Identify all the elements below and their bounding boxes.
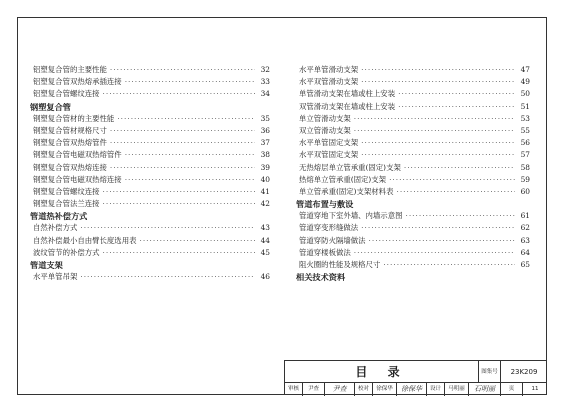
toc-entry[interactable] xyxy=(30,88,270,100)
toc-entry-title: 自然补偿方式 xyxy=(33,223,78,233)
toc-entry[interactable] xyxy=(296,149,530,161)
toc-leader-dots xyxy=(389,174,515,186)
toc-entry[interactable] xyxy=(30,235,270,247)
toc-leader-dots xyxy=(396,186,515,198)
toc-entry[interactable] xyxy=(296,162,530,174)
toc-entry-page: 40 xyxy=(260,174,270,184)
page-number: 11 xyxy=(531,386,539,392)
toc-entry-page: 43 xyxy=(260,223,270,233)
toc-leader-dots xyxy=(103,186,255,198)
toc-entry-page: 38 xyxy=(260,150,270,160)
toc-entry[interactable] xyxy=(296,210,530,222)
title-block xyxy=(284,360,547,395)
toc-entry[interactable] xyxy=(296,259,530,271)
toc-entry[interactable] xyxy=(30,162,270,174)
toc-leader-dots xyxy=(361,64,515,76)
toc-section-heading: 管道热补偿方式 xyxy=(30,211,88,222)
toc-entry-page: 50 xyxy=(520,89,530,99)
toc-entry-title: 水平单管滑动支架 xyxy=(299,65,359,74)
toc-leader-dots xyxy=(103,88,255,100)
toc-entry-page: 49 xyxy=(520,77,530,87)
toc-entry-page: 61 xyxy=(520,211,530,221)
toc-leader-dots xyxy=(103,198,255,210)
toc-entry-title: 钢塑复合管材的主要性能 xyxy=(33,113,115,123)
designer-signature: 石明丽 xyxy=(469,383,501,396)
toc-entry-title: 自然补偿最小自由臂长度选用表 xyxy=(33,235,137,245)
toc-entry-title: 双管滑动支架在墙或柱上安装 xyxy=(299,101,396,111)
toc-entry-title: 钢塑复合管电磁双热熔管件 xyxy=(33,150,122,160)
toc-leader-dots xyxy=(404,162,515,174)
atlas-number: 23K209 xyxy=(501,361,547,383)
toc-entry-title: 阻火圈的性能及规格尺寸 xyxy=(299,260,381,269)
toc-entry[interactable] xyxy=(30,64,270,76)
toc-entry-title: 水平双管滑动支架 xyxy=(299,77,359,87)
toc-entry-title: 管道穿防火隔墙做法 xyxy=(299,235,366,245)
toc-entry-title: 铝塑复合管螺纹连接 xyxy=(33,89,100,99)
toc-leader-dots xyxy=(361,76,515,88)
toc-section-heading: 管道布置与敷设 xyxy=(296,199,354,210)
toc-entry-page: 53 xyxy=(520,113,530,123)
toc-leader-dots xyxy=(110,162,255,174)
toc-entry-title: 铝塑复合管双热熔承插连接 xyxy=(33,77,122,87)
toc-leader-dots xyxy=(80,222,255,234)
toc-entry-title: 水平单管吊架 xyxy=(33,272,78,282)
design-label: 设计 xyxy=(427,383,445,396)
toc-entry-page: 64 xyxy=(520,247,530,257)
toc-entry-title: 管道穿楼板做法 xyxy=(299,247,351,257)
toc-entry[interactable] xyxy=(296,101,530,113)
toc-entry-title: 单立管滑动支架 xyxy=(299,113,351,123)
toc-entry[interactable] xyxy=(296,186,530,198)
atlas-number-label: 图集号 xyxy=(479,361,501,383)
toc-leader-dots xyxy=(125,174,255,186)
toc-entry[interactable] xyxy=(30,186,270,198)
toc-entry[interactable] xyxy=(30,271,270,283)
toc-section-heading: 钢塑复合管 xyxy=(30,101,71,112)
toc-entry-page: 44 xyxy=(260,235,270,245)
toc-entry-page: 34 xyxy=(260,89,270,99)
toc-entry[interactable] xyxy=(296,247,530,259)
toc-entry[interactable] xyxy=(296,125,530,137)
toc-leader-dots xyxy=(354,125,515,137)
toc-right-column xyxy=(296,64,530,283)
toc-leader-dots xyxy=(125,76,255,88)
toc-entry[interactable] xyxy=(296,113,530,125)
review-label: 审核 xyxy=(285,383,303,396)
toc-entry-title: 波纹管节的补偿方式 xyxy=(33,247,100,257)
toc-leader-dots xyxy=(110,125,255,137)
toc-entry-title: 单管滑动支架在墙或柱上安装 xyxy=(299,89,396,99)
toc-entry-title: 单立管承重(固定)支架材料表 xyxy=(299,186,394,196)
toc-entry-page: 62 xyxy=(520,223,530,233)
toc-entry-page: 57 xyxy=(520,150,530,160)
toc-entry-page: 55 xyxy=(520,125,530,135)
toc-entry-page: 58 xyxy=(520,162,530,172)
toc-entry[interactable] xyxy=(30,198,270,210)
toc-entry-page: 46 xyxy=(260,272,270,282)
toc-entry[interactable] xyxy=(30,174,270,186)
toc-entry[interactable] xyxy=(30,247,270,259)
toc-section-heading: 管道支架 xyxy=(30,260,63,270)
toc-entry-page: 33 xyxy=(260,77,270,87)
toc-entry-page: 35 xyxy=(260,113,270,123)
toc-leader-dots xyxy=(354,113,515,125)
toc-entry-page: 59 xyxy=(520,174,530,184)
toc-leader-dots xyxy=(80,271,255,283)
toc-entry[interactable] xyxy=(30,76,270,88)
toc-entry[interactable] xyxy=(296,64,530,76)
toc-entry-title: 钢塑复合管材规格尺寸 xyxy=(33,125,107,135)
toc-section-heading: 相关技术资料 xyxy=(296,272,346,283)
toc-entry-page: 36 xyxy=(260,125,270,135)
toc-entry-page: 45 xyxy=(260,247,270,257)
title-block-signature-row xyxy=(285,383,547,396)
toc-leader-dots xyxy=(369,235,515,247)
toc-entry-title: 钢塑复合管电磁双热熔连接 xyxy=(33,174,122,184)
page-label: 页 xyxy=(501,383,523,396)
title-block-title: 目 录 xyxy=(285,361,479,383)
toc-leader-dots xyxy=(103,247,255,259)
toc-entry-title: 水平单管固定支架 xyxy=(299,138,359,148)
toc-entry[interactable] xyxy=(296,222,530,234)
toc-entry-page: 65 xyxy=(520,260,530,269)
toc-entry[interactable] xyxy=(296,235,530,247)
toc-entry[interactable] xyxy=(30,149,270,161)
toc-entry-title: 管道穿地下室外墙、内墙示意图 xyxy=(299,211,403,221)
toc-entry-title: 钢塑复合管双热熔管件 xyxy=(33,138,107,148)
toc-entry[interactable] xyxy=(296,88,530,100)
toc-leader-dots xyxy=(139,235,255,247)
toc-left-column xyxy=(30,64,270,283)
toc-entry-title: 无热熔层单立管承重(固定)支架 xyxy=(299,162,401,172)
checker-signature: 徐保华 xyxy=(397,383,427,396)
designer-name: 马明丽 xyxy=(445,383,469,396)
toc-entry-page: 37 xyxy=(260,138,270,148)
toc-leader-dots xyxy=(361,149,515,161)
toc-entry-page: 51 xyxy=(520,101,530,111)
toc-leader-dots xyxy=(117,113,255,125)
toc-entry-title: 铝塑复合管的主要性能 xyxy=(33,65,107,74)
toc-leader-dots xyxy=(361,137,515,149)
toc-entry-title: 钢塑复合管螺纹连接 xyxy=(33,186,100,196)
toc-entry-page: 60 xyxy=(520,186,530,196)
toc-entry-title: 水平双管固定支架 xyxy=(299,150,359,160)
toc-entry[interactable] xyxy=(296,76,530,88)
toc-entry-title: 钢塑复合管法兰连接 xyxy=(33,199,100,209)
toc-entry-page: 32 xyxy=(260,65,270,74)
toc-entry[interactable] xyxy=(296,137,530,149)
toc-entry[interactable] xyxy=(30,222,270,234)
toc-entry[interactable] xyxy=(30,113,270,125)
reviewer-name: 尹查 xyxy=(303,383,325,396)
toc-leader-dots xyxy=(383,259,515,271)
toc-leader-dots xyxy=(361,222,515,234)
toc-entry[interactable] xyxy=(296,174,530,186)
reviewer-signature: 尹查 xyxy=(325,383,355,396)
toc-entry[interactable] xyxy=(30,125,270,137)
toc-leader-dots xyxy=(405,210,515,222)
toc-entry-page: 47 xyxy=(520,65,530,74)
checker-name: 徐保华 xyxy=(373,383,397,396)
toc-entry-page: 63 xyxy=(520,235,530,245)
check-label: 校对 xyxy=(355,383,373,396)
toc-entry-page: 39 xyxy=(260,162,270,172)
toc-entry-title: 管道穿变形缝做法 xyxy=(299,223,359,233)
toc-entry-title: 钢塑复合管双热熔连接 xyxy=(33,162,107,172)
toc-entry-page: 42 xyxy=(260,199,270,209)
toc-leader-dots xyxy=(398,88,515,100)
toc-leader-dots xyxy=(398,101,515,113)
toc-entry-page: 56 xyxy=(520,138,530,148)
toc-leader-dots xyxy=(125,149,255,161)
toc-entry-title: 热熔单立管承重(固定)支架 xyxy=(299,174,387,184)
toc-entry[interactable] xyxy=(30,137,270,149)
toc-leader-dots xyxy=(110,137,255,149)
toc-leader-dots xyxy=(110,64,255,76)
toc-entry-title: 双立管滑动支架 xyxy=(299,125,351,135)
toc-entry-page: 41 xyxy=(260,186,270,196)
toc-leader-dots xyxy=(354,247,515,259)
